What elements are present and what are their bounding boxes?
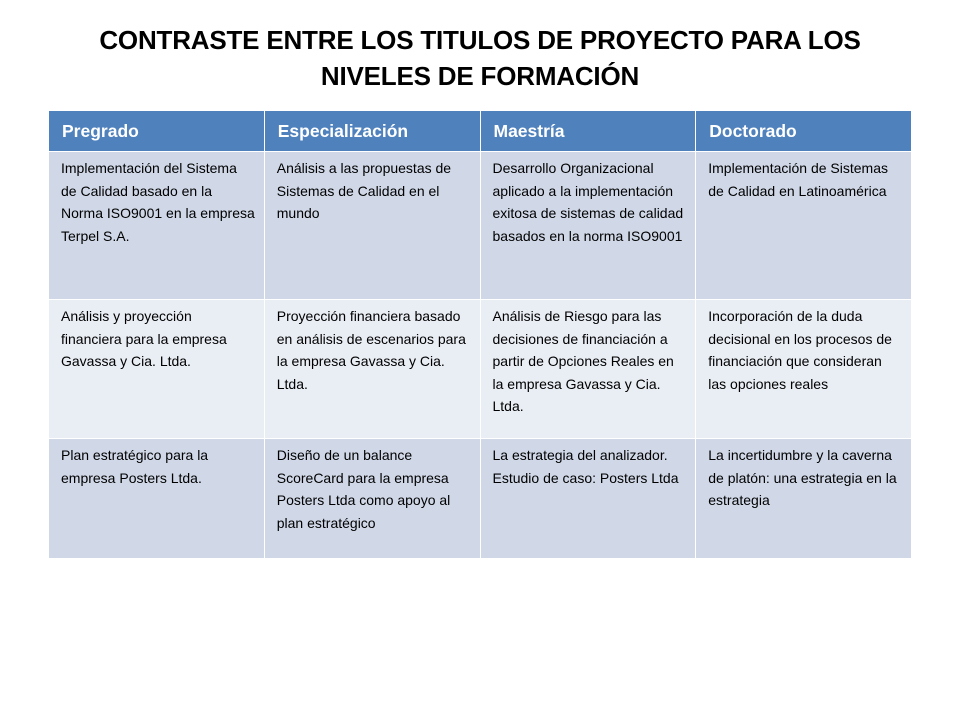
page-title	[60, 22, 900, 94]
table-cell: Análisis a las propuestas de Sistemas de Calidad en el mundo	[264, 152, 480, 300]
table-cell: Implementación del Sistema de Calidad basado en la Norma ISO9001 en la empresa Terpel S.A.	[49, 152, 265, 300]
table-row	[49, 439, 912, 559]
table-cell: Incorporación de la duda decisional en los procesos de financiación que consideran las opciones reales	[696, 300, 912, 439]
table-cell: Diseño de un balance ScoreCard para la empresa Posters Ltda como apoyo al plan estratégico	[264, 439, 480, 559]
table-header-row	[49, 111, 912, 152]
table-cell: Plan estratégico para la empresa Posters Ltda.	[49, 439, 265, 559]
table-row	[49, 152, 912, 300]
table-cell: Proyección financiera basado en análisis de escenarios para la empresa Gavassa y Cia. Ltda.	[264, 300, 480, 439]
page-title-line-2: NIVELES DE FORMACIÓN	[320, 61, 640, 91]
comparison-table	[48, 110, 912, 559]
table-cell: La incertidumbre y la caverna de platón: una estrategia en la estrategia	[696, 439, 912, 559]
table-cell: La estrategia del analizador. Estudio de caso: Posters Ltda	[480, 439, 696, 559]
header-doctorado: Doctorado	[696, 111, 912, 152]
table-cell: Análisis y proyección financiera para la empresa Gavassa y Cia. Ltda.	[49, 300, 265, 439]
header-especializacion: Especialización	[264, 111, 480, 152]
header-maestria: Maestría	[480, 111, 696, 152]
header-pregrado: Pregrado	[49, 111, 265, 152]
table-cell: Desarrollo Organizacional aplicado a la implementación exitosa de sistemas de calidad basados en la norma ISO9001	[480, 152, 696, 300]
page-title-line-1: CONTRASTE ENTRE LOS TITULOS DE PROYECTO PARA LOS	[99, 25, 861, 55]
table-row	[49, 300, 912, 439]
table-cell: Análisis de Riesgo para las decisiones de financiación a partir de Opciones Reales en la empresa Gavassa y Cia. Ltda.	[480, 300, 696, 439]
table-cell: Implementación de Sistemas de Calidad en Latinoamérica	[696, 152, 912, 300]
